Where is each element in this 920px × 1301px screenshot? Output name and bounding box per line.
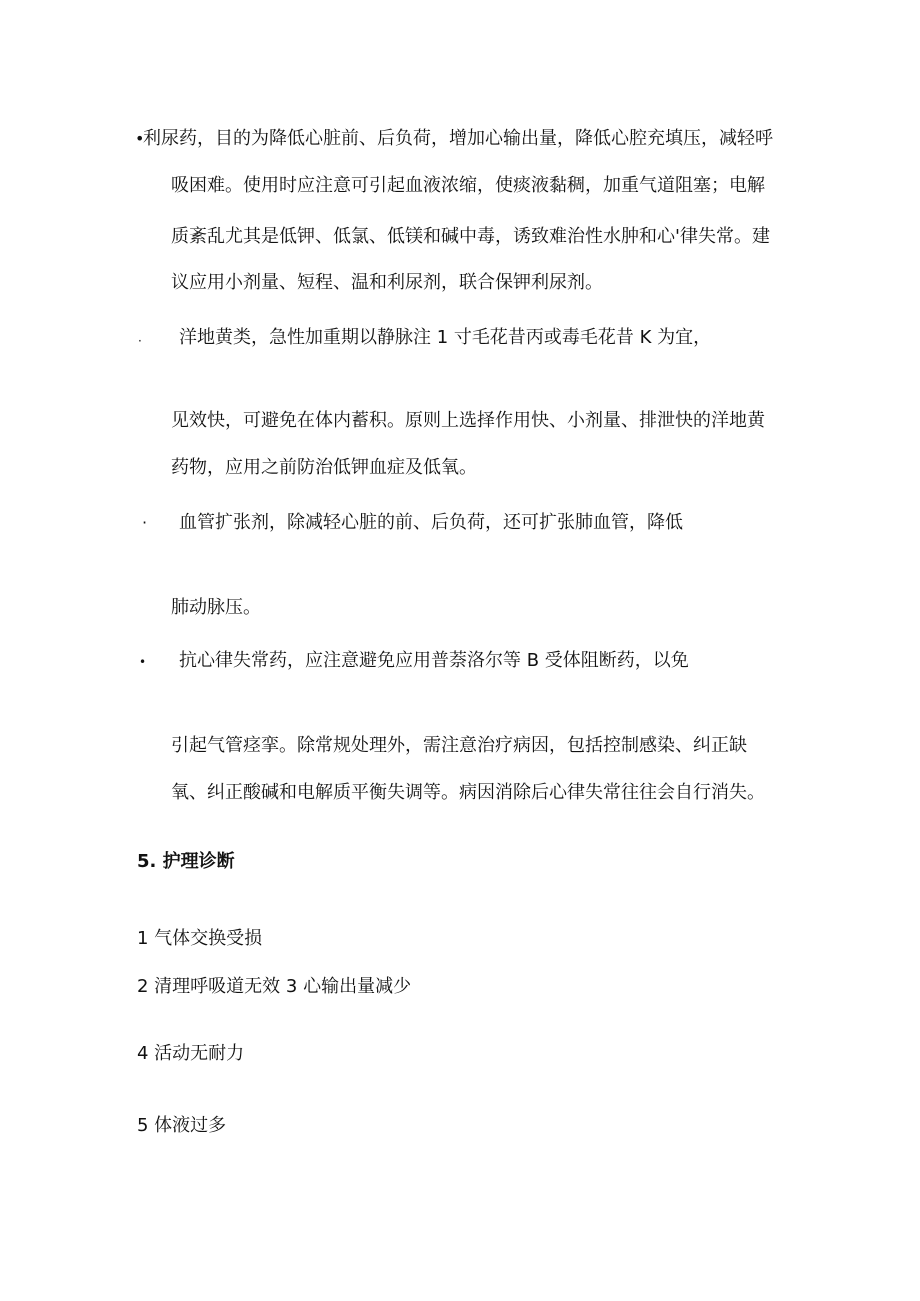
diuretics-line-2: 吸困难。使用时应注意可引起血液浓缩，使痰液黏稠，加重气道阻塞；电解 [171,175,765,196]
diagnosis-item-4: 5 体液过多 [137,1115,227,1136]
vasodilators-line-2: 肺动脉压。 [171,597,261,618]
antiarrhythmics-line-3: 氧、纠正酸碱和电解质平衡失调等。病因消除后心律失常往往会自行消失。 [171,782,765,803]
vasodilators-line-1: 血管扩张剂，除减轻心脏的前、后负荷，还可扩张肺血管，降低 [179,512,683,533]
antiarrhythmics-line-1: 抗心律失常药，应注意避免应用普萘洛尔等 B 受体阻断药，以免 [179,650,689,671]
diuretics-line-1: 利尿药，目的为降低心脏前、后负荷，增加心输出量，降低心腔充填压，减轻呼 [143,128,773,149]
digitalis-line-2: 见效快，可避免在体内蓄积。原则上选择作用快、小剂量、排泄快的洋地黄 [171,410,765,431]
bullet-diuretics: • [135,129,145,148]
diagnosis-item-2: 2 清理呼吸道无效 3 心输出量减少 [137,976,412,997]
section-title: 5. 护理诊断 [137,851,235,872]
diuretics-line-4: 议应用小剂量、短程、温和利尿剂，联合保钾利尿剂。 [171,272,603,293]
bullet-vasodilators: · [142,513,148,532]
digitalis-line-3: 药物，应用之前防治低钾血症及低氧。 [171,457,477,478]
bullet-digitalis: · [138,334,142,348]
antiarrhythmics-line-2: 引起气管痉挛。除常规处理外，需注意治疗病因，包括控制感染、纠正缺 [171,735,747,756]
diagnosis-item-1: 1 气体交换受损 [137,928,263,949]
diuretics-line-3: 质紊乱尤其是低钾、低氯、低镁和碱中毒，诱致难治性水肿和心'律失常。建 [171,226,770,247]
diagnosis-item-3: 4 活动无耐力 [137,1043,245,1064]
bullet-antiarrhythmics: • [139,655,147,669]
digitalis-line-1: 洋地黄类，急性加重期以静脉注 1 寸毛花昔丙或毒毛花昔 K 为宜， [179,327,712,348]
